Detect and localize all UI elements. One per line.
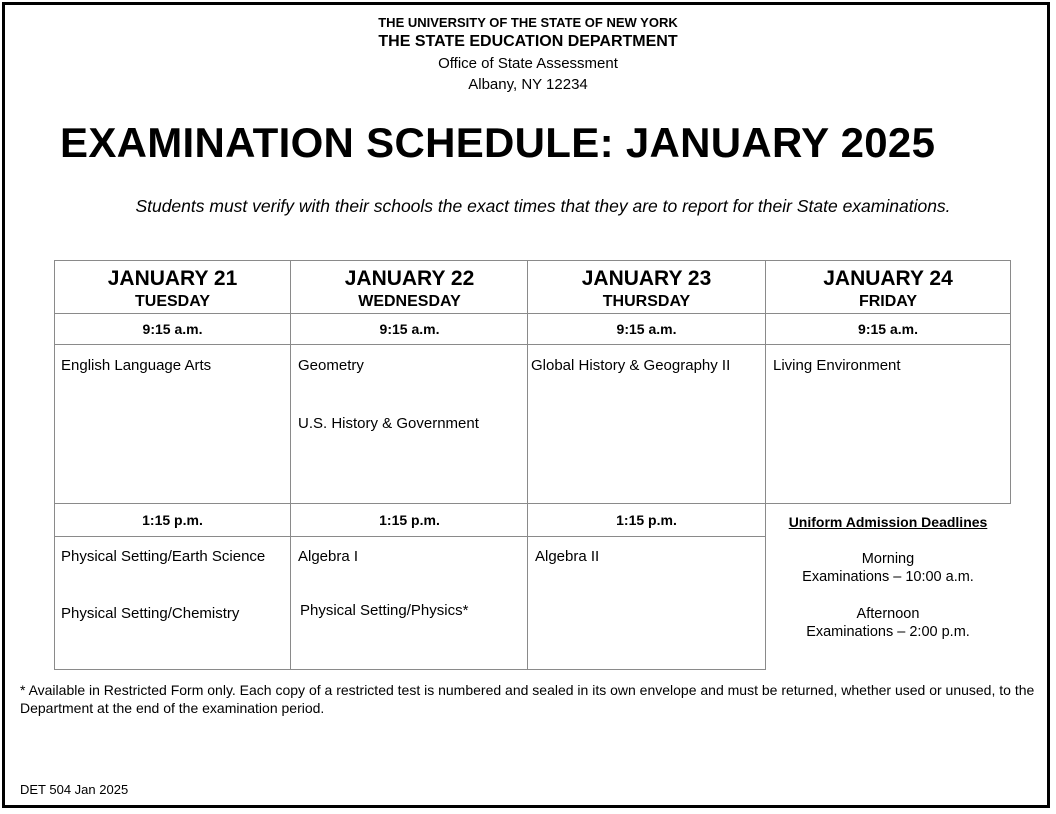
exam-entry: Geometry — [298, 357, 364, 374]
day-date: JANUARY 21 — [107, 267, 238, 290]
day-weekday: FRIDAY — [858, 293, 918, 310]
header-university: THE UNIVERSITY OF THE STATE OF NEW YORK — [378, 15, 678, 30]
table-rule-afternoon-time — [54, 536, 766, 537]
table-border-top — [54, 260, 1011, 261]
exam-entry: Physical Setting/Earth Science — [61, 548, 266, 565]
table-rule-morning-time — [54, 344, 1011, 345]
exam-entry: Algebra I — [298, 548, 359, 565]
afternoon-time: 1:15 p.m. — [142, 512, 203, 528]
page-title: EXAMINATION SCHEDULE: JANUARY 2025 — [60, 119, 936, 166]
exam-entry: Global History & Geography II — [531, 357, 731, 374]
header-department: THE STATE EDUCATION DEPARTMENT — [378, 33, 678, 50]
deadline-afternoon-label: Afternoon — [856, 606, 920, 622]
morning-time: 9:15 a.m. — [616, 321, 677, 337]
table-rule-header — [54, 313, 1011, 314]
day-weekday: THURSDAY — [602, 293, 691, 310]
exam-entry: Physical Setting/Chemistry — [61, 605, 240, 622]
table-border-right — [1010, 260, 1011, 504]
exam-entry: English Language Arts — [61, 357, 212, 374]
day-weekday: TUESDAY — [135, 293, 210, 310]
page-subtitle: Students must verify with their schools the exact times that they are to report for their State examinations. — [135, 196, 951, 216]
day-date: JANUARY 24 — [823, 267, 953, 290]
afternoon-time: 1:15 p.m. — [379, 512, 440, 528]
header-address: Albany, NY 12234 — [468, 76, 588, 93]
table-rule-midday — [54, 503, 1011, 504]
deadline-morning-value: Examinations – 10:00 a.m. — [802, 569, 974, 585]
day-date: JANUARY 22 — [344, 267, 475, 290]
deadline-morning-label: Morning — [861, 551, 915, 567]
form-code: DET 504 Jan 2025 — [20, 782, 129, 797]
exam-entry: Living Environment — [773, 357, 901, 374]
day-date: JANUARY 23 — [581, 267, 712, 290]
morning-time: 9:15 a.m. — [379, 321, 440, 337]
afternoon-time: 1:15 p.m. — [616, 512, 677, 528]
day-weekday: WEDNESDAY — [358, 293, 461, 310]
deadlines-title: Uniform Admission Deadlines — [788, 514, 988, 530]
exam-entry: Algebra II — [535, 548, 600, 565]
exam-entry: U.S. History & Government — [298, 415, 479, 432]
footnote: * Available in Restricted Form only. Each copy of a restricted test is numbered and sealed in its own envelope and must be returned, whether used or unused, to the Department at the end of the examination period. — [20, 682, 1035, 716]
deadline-afternoon-value: Examinations – 2:00 p.m. — [806, 624, 970, 640]
table-border-bottom — [54, 669, 766, 670]
exam-entry: Physical Setting/Physics* — [300, 602, 469, 619]
morning-time: 9:15 a.m. — [858, 321, 918, 337]
header-office: Office of State Assessment — [438, 55, 618, 72]
morning-time: 9:15 a.m. — [142, 321, 203, 337]
